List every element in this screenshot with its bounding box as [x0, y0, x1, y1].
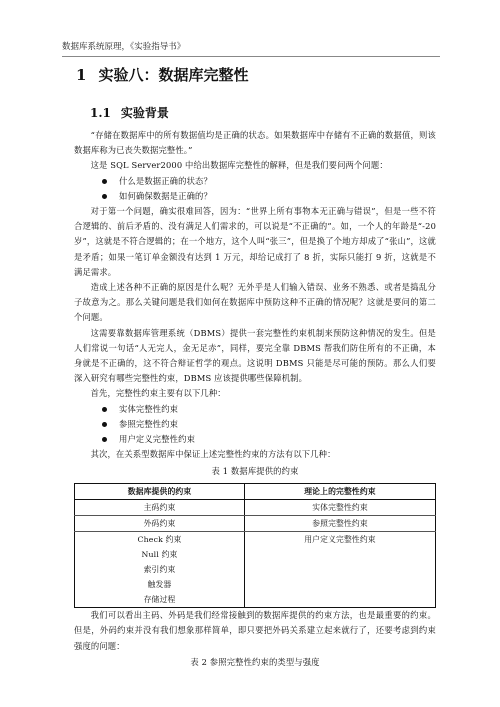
table-cell: 实体完整性约束: [245, 499, 436, 515]
bullet-item: [74, 402, 436, 417]
table-header-cell: 数据库提供的约束: [75, 483, 245, 499]
bullet-text: 如何确保数据是正确的？: [119, 190, 212, 201]
table-stack-item: 存储过程: [143, 595, 176, 605]
table1-caption: 表 1 数据库提供的约束: [211, 466, 299, 477]
table-stack-item: 触发器: [147, 580, 172, 590]
paragraph-methods: 其次，在关系型数据库中保证上述完整性约束的方法有以下几种：: [90, 449, 336, 460]
table2-caption: 表 2 参照完整性约束的类型与强度: [190, 656, 320, 667]
paragraph-dbms: 这需要靠数据库管理系统（DBMS）提供一套完整性约束机制来预防这种情况的发生。但是人们常说一句话“人无完人，金无足赤”，同样，要完全靠 DBMS 帮我们防住所有的不正确，本身就是不正确的，这不符合辩证哲学的观点。这说明 DBMS 只能是尽可能的预防。那么人们要深入研究有哪些完整性约束，DBMS 应该提供哪些保障机制。: [74, 327, 436, 384]
chapter-heading: [76, 64, 248, 85]
bullet-dot-icon: [102, 422, 107, 427]
table-cell-stack: [245, 532, 436, 608]
bullet-item: [74, 189, 436, 204]
bullet-text: 参照完整性约束: [119, 418, 179, 429]
bullet-item: [74, 432, 436, 447]
table-row: [75, 499, 436, 515]
table-row: [75, 516, 436, 532]
table-stack-item: 用户定义完整性约束: [304, 535, 376, 545]
section-heading: [90, 104, 169, 121]
table-stack-item: 索引约束: [143, 565, 176, 575]
bullet-text: 什么是数据正确的状态？: [119, 175, 212, 186]
section-number: 1.1: [90, 106, 111, 120]
bullet-item: [74, 174, 436, 189]
chapter-number: 1: [76, 66, 87, 84]
bullet-dot-icon: [102, 179, 107, 184]
table-cell: 参照完整性约束: [245, 516, 436, 532]
table-cell-stack: [75, 532, 245, 608]
table-header-cell: 理论上的完整性约束: [245, 483, 436, 499]
paragraph-first-question: 对于第一个问题，确实很难回答，因为：“世界上所有事物本无正确与错误”，但是一些不符合逻辑的、前后矛盾的、没有满足人们需求的，可以说是“不正确的”。如，一个人的年龄是“-20 岁”，这就是不符合逻辑的；在一个地方，这个人叫“张三”，但是换了个地方却成了“张山”，这就是矛盾；如果一笔订单金额没有达到 1 万元，却给记成打了 8 折，实际只能打 9 折，这就是不满足需求。: [74, 205, 436, 277]
bullet-dot-icon: [102, 437, 107, 442]
bullet-text: 实体完整性约束: [119, 403, 179, 414]
chapter-title: 实验八：数据库完整性: [98, 66, 249, 84]
table-row: [75, 532, 436, 608]
paragraph-keys: 我们可以看出主码、外码是我们经常接触到的数据库提供的约束方法，也是最重要的约束。但是，外码约束并没有我们想象那样简单，即只要把外码关系建立起来就行了，还要考虑到约束强度的问题：: [74, 610, 436, 651]
table-cell: 主码约束: [75, 499, 245, 515]
running-header: 数据库系统原理，《实验指导书》: [62, 40, 440, 57]
table-cell: 外码约束: [75, 516, 245, 532]
bullet-dot-icon: [102, 407, 107, 412]
paragraph-quote: “存储在数据库中的所有数据值均是正确的状态。如果数据库中存储有不正确的数据值，则该数据库称为已丧失数据完整性。”: [74, 130, 436, 156]
bullet-text: 用户定义完整性约束: [119, 434, 196, 444]
paragraph-second-question: 造成上述各种不正确的原因是什么呢？无外乎是人们输入错误、业务不熟悉、或者是捣乱分子故意为之。那么关键问题是我们如何在数据库中预防这种不正确的情况呢？这就是要问的第二个问题。: [74, 282, 436, 323]
paragraph-intro-questions: 这是 SQL Server2000 中给出数据库完整性的解释，但是我们要问两个问题：: [90, 160, 388, 171]
table-stack-item: Null 约束: [141, 550, 178, 560]
paragraph-constraint-types: 首先，完整性约束主要有以下几种：: [90, 388, 226, 399]
table-stack-item: Check 约束: [137, 535, 182, 545]
bullet-dot-icon: [102, 194, 107, 199]
bullet-item: [74, 417, 436, 432]
constraints-table: [74, 483, 436, 609]
table-header-row: [75, 483, 436, 499]
section-title: 实验背景: [120, 106, 169, 120]
body-text: [74, 128, 436, 673]
